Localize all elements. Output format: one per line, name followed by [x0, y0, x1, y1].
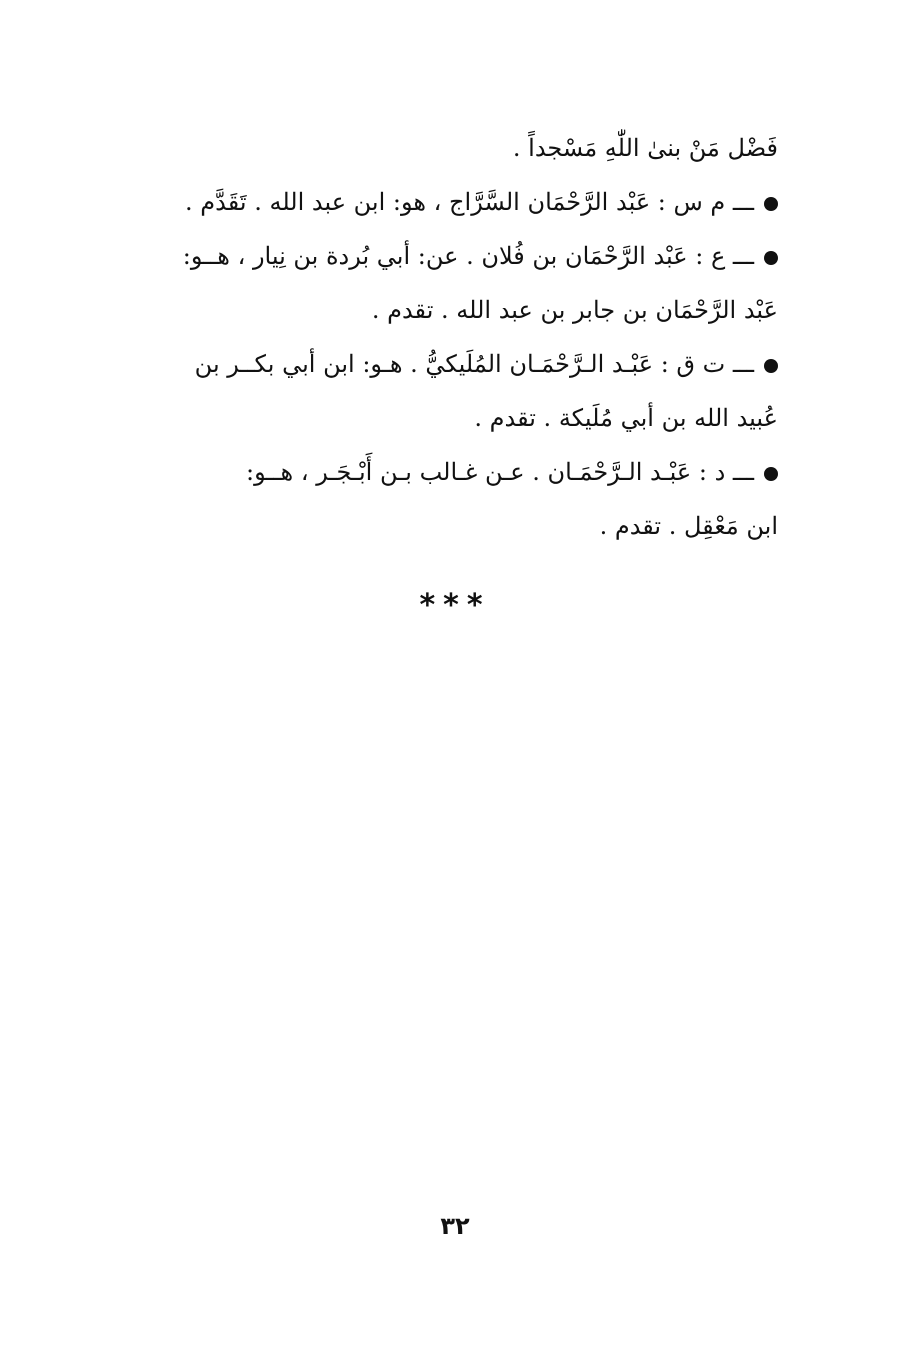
entry-text: ـــ د : عَبْـد الـرَّحْمَـان . عـن غـالب بـن أَبْـجَـر ، هــو:	[245, 458, 754, 486]
text-line: ابن مَعْقِل . تقدم .	[599, 512, 778, 540]
entry-line	[70, 442, 778, 496]
entry-text: ـــ ت ق : عَبْـد الـرَّحْمَـان المُلَيكيُّ . هـو: ابن أبي بكــر بن	[194, 350, 754, 378]
entry-line	[70, 226, 778, 280]
entry-text: ـــ م س : عَبْد الرَّحْمَان السَّرَّاج ، هو: ابن عبد الله . تَقَدَّم .	[185, 188, 754, 216]
body-text	[70, 118, 778, 550]
entry-line	[70, 334, 778, 388]
text-line: فَضْل مَنْ بنىٰ اللّٰهِ مَسْجداً .	[512, 134, 778, 162]
entry-line	[70, 172, 778, 226]
bullet-icon	[764, 251, 778, 265]
bullet-icon	[764, 197, 778, 211]
entry-text: ـــ ع : عَبْد الرَّحْمَان بن فُلان . عن: أبي بُردة بن نِيار ، هــو:	[182, 242, 754, 270]
text-line: عُبيد الله بن أبي مُلَيكة . تقدم .	[474, 404, 778, 432]
bullet-icon	[764, 467, 778, 481]
bullet-icon	[764, 359, 778, 373]
page-number: ٣٢	[440, 1212, 470, 1240]
section-separator: ***	[419, 588, 491, 623]
text-line: عَبْد الرَّحْمَان بن جابر بن عبد الله . تقدم .	[371, 296, 778, 324]
